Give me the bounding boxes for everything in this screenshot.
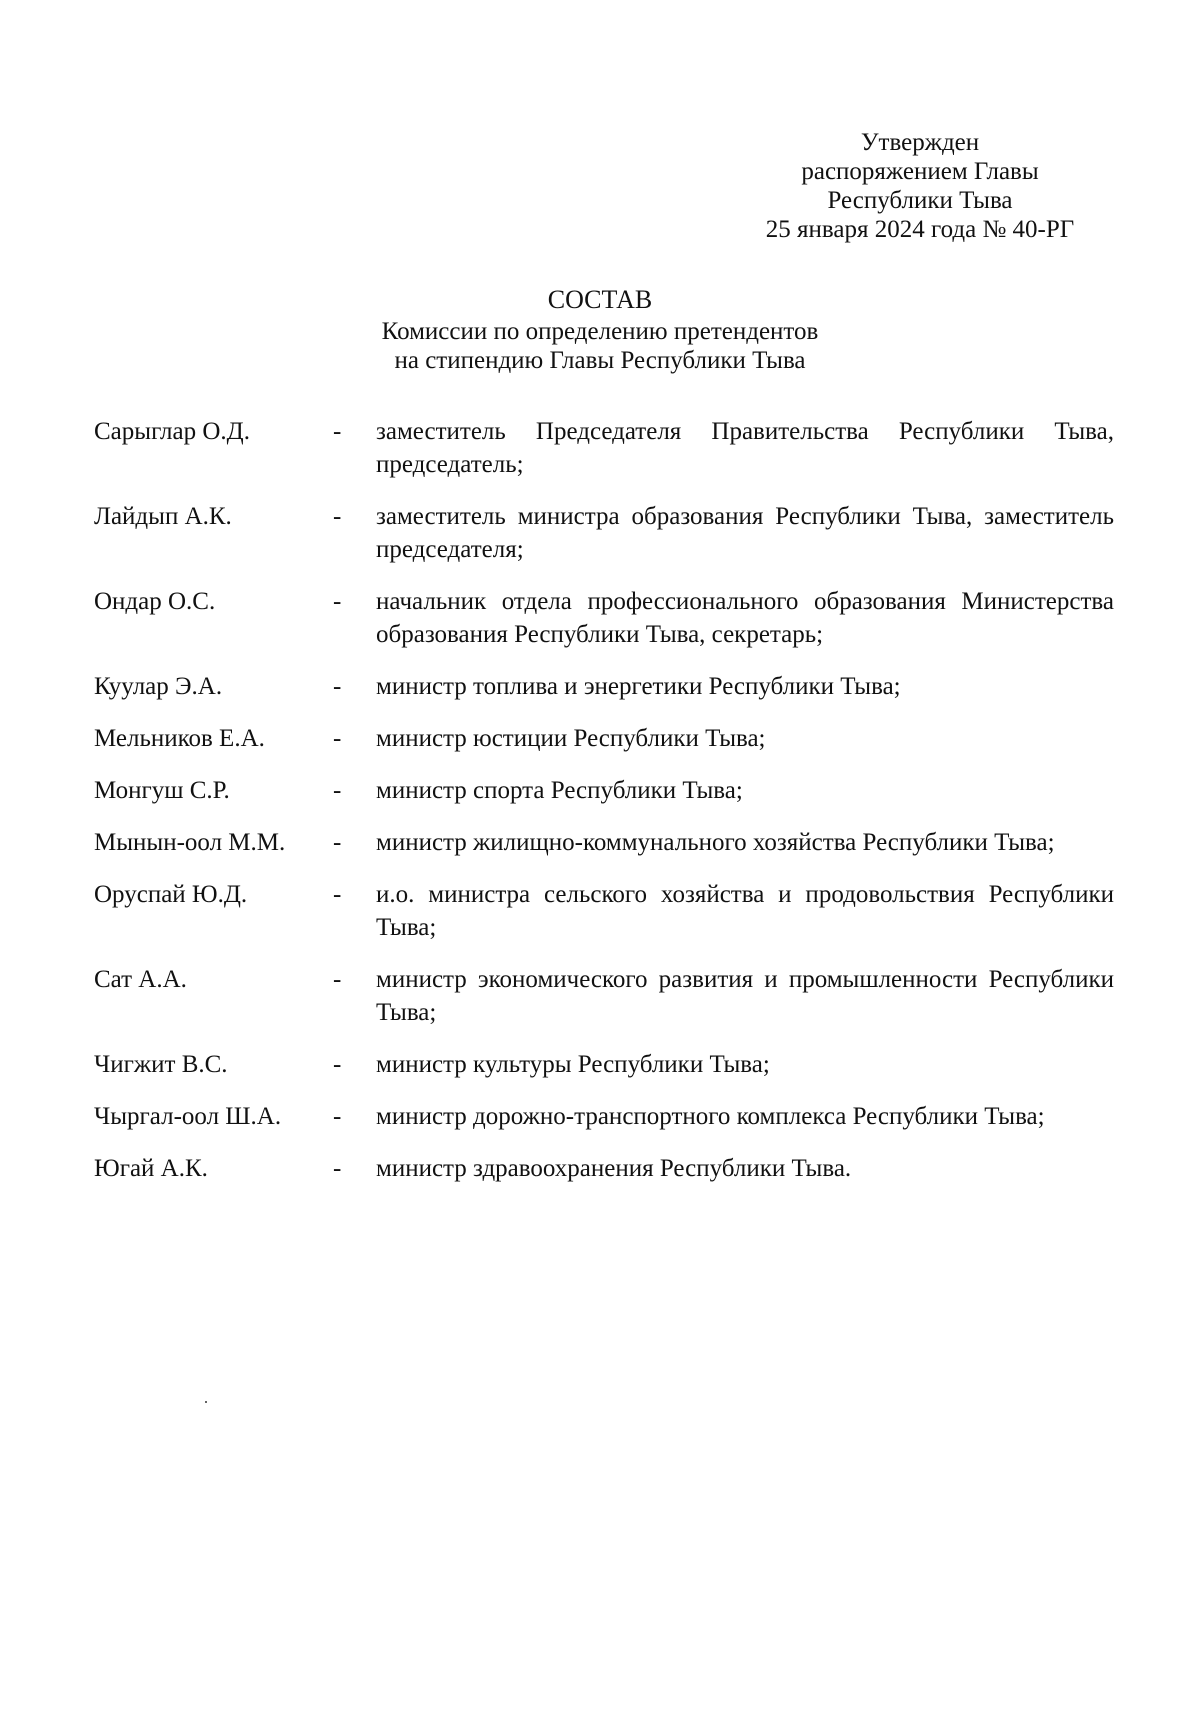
member-row xyxy=(94,415,1114,481)
approval-block xyxy=(740,128,1100,244)
member-name: Монгуш С.Р. xyxy=(94,777,230,804)
document-subtitle-line1: Комиссии по определению претендентов xyxy=(381,318,819,345)
member-dash: - xyxy=(333,1051,342,1078)
member-dash: - xyxy=(333,829,342,856)
member-dash: - xyxy=(333,881,342,908)
member-role: министр дорожно-транспортного комплекса Республики Тыва; xyxy=(376,1103,1045,1130)
member-dash: - xyxy=(333,777,342,804)
member-name: Мынын-оол М.М. xyxy=(94,829,286,856)
member-role: министр здравоохранения Республики Тыва. xyxy=(376,1155,852,1182)
member-name: Лайдып А.К. xyxy=(94,503,232,530)
member-role: министр экономического развития и промышленности Республики Тыва; xyxy=(376,966,1114,1026)
member-role: министр топлива и энергетики Республики Тыва; xyxy=(376,673,901,700)
member-role: министр жилищно-коммунального хозяйства Республики Тыва; xyxy=(376,829,1055,856)
member-dash: - xyxy=(333,725,342,752)
stray-scan-dot xyxy=(205,1401,207,1403)
member-row xyxy=(94,670,1114,703)
document-title: СОСТАВ xyxy=(547,285,653,314)
member-dash: - xyxy=(333,1103,342,1130)
member-row xyxy=(94,1100,1114,1133)
member-name: Сат А.А. xyxy=(94,966,187,993)
member-name: Мельников Е.А. xyxy=(94,725,265,752)
member-dash: - xyxy=(333,503,342,530)
member-role: министр юстиции Республики Тыва; xyxy=(376,725,766,752)
member-dash: - xyxy=(333,966,342,993)
member-row xyxy=(94,500,1114,566)
member-row xyxy=(94,878,1114,944)
member-row xyxy=(94,774,1114,807)
member-role: начальник отдела профессионального образования Министерства образования Республики Тыва, секретарь; xyxy=(376,588,1114,648)
member-dash: - xyxy=(333,1155,342,1182)
member-row xyxy=(94,722,1114,755)
member-name: Чигжит В.С. xyxy=(94,1051,228,1078)
member-row xyxy=(94,585,1114,651)
member-dash: - xyxy=(333,418,342,445)
approval-line-approved: Утвержден xyxy=(860,129,980,156)
member-name: Югай А.К. xyxy=(94,1155,208,1182)
member-row xyxy=(94,826,1114,859)
member-name: Ондар О.С. xyxy=(94,588,216,615)
member-role: заместитель Председателя Правительства Республики Тыва, председатель; xyxy=(376,418,1114,478)
member-dash: - xyxy=(333,588,342,615)
commission-members-list xyxy=(94,415,1114,1204)
member-role: и.о. министра сельского хозяйства и продовольствия Республики Тыва; xyxy=(376,881,1114,941)
approval-line-order-of-head: распоряжением Главы xyxy=(801,158,1039,185)
member-row xyxy=(94,1048,1114,1081)
member-role: министр спорта Республики Тыва; xyxy=(376,777,743,804)
member-name: Куулар Э.А. xyxy=(94,673,223,700)
member-name: Оруспай Ю.Д. xyxy=(94,881,248,908)
document-subtitle-line2: на стипендию Главы Республики Тыва xyxy=(394,347,806,374)
member-row xyxy=(94,1152,1114,1185)
member-role: заместитель министра образования Республики Тыва, заместитель председателя; xyxy=(376,503,1114,563)
document-heading xyxy=(0,283,1200,375)
member-dash: - xyxy=(333,673,342,700)
member-name: Чыргал-оол Ш.А. xyxy=(94,1103,282,1130)
member-row xyxy=(94,963,1114,1029)
approval-line-republic: Республики Тыва xyxy=(827,187,1013,214)
approval-line-date-number: 25 января 2024 года № 40-РГ xyxy=(765,216,1075,243)
member-name: Сарыглар О.Д. xyxy=(94,418,250,445)
member-role: министр культуры Республики Тыва; xyxy=(376,1051,770,1078)
